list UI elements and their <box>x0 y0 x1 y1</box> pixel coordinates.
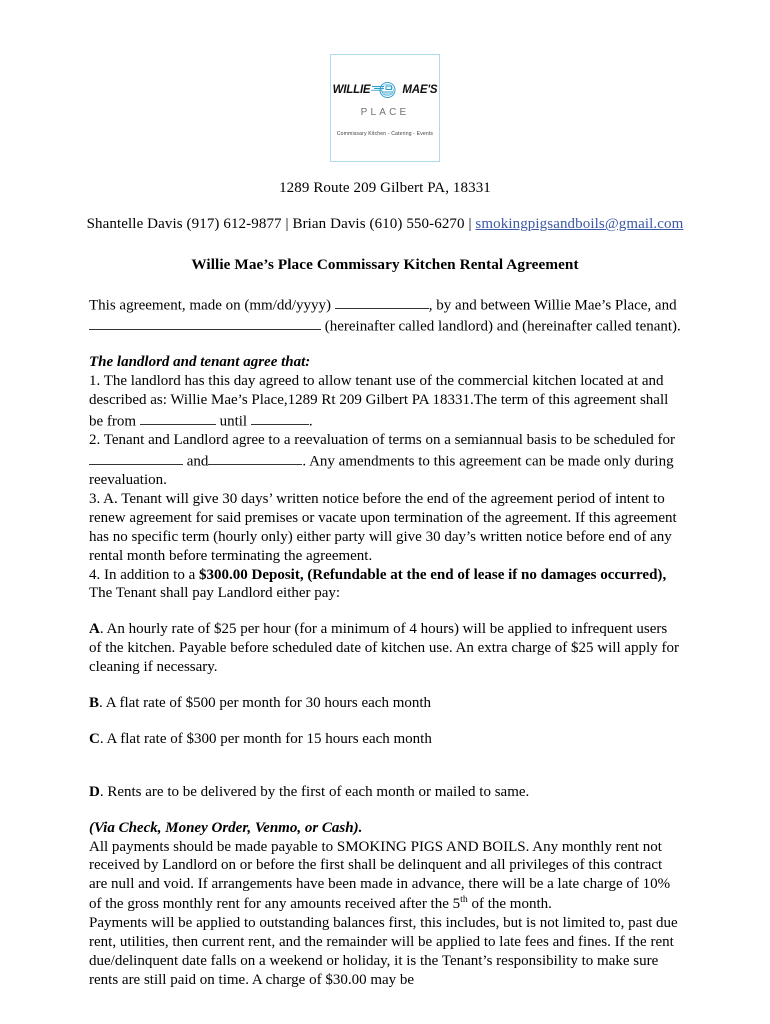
payment-methods-heading: (Via Check, Money Order, Venmo, or Cash). <box>89 819 363 836</box>
option-c-text: . A flat rate of $300 per month for 15 hours each month <box>99 730 432 747</box>
clause-1-text-a: 1. The landlord has this day agreed to allow tenant use of the commercial kitchen located at and described as: Willie Mae’s Place,1289 Rt 209 Gilbert PA 18331.The term of this agreement shall be from <box>89 373 669 430</box>
reeval-date-2-blank[interactable] <box>208 450 302 465</box>
clause-2-text-c: . Any amendments to this agreement can be made only during reevaluation. <box>89 453 674 489</box>
logo-tagline: Commissary Kitchen - Catering - Events <box>336 131 434 138</box>
company-logo <box>330 54 440 162</box>
date-blank[interactable] <box>335 294 429 309</box>
intro-paragraph <box>89 294 682 336</box>
payment-paragraph-2: Payments will be applied to outstanding balances first, this includes, but is not limited to, past due rent, utilities, then current rent, and the remainder will be applied to late fees and fines. If the rent due/delinquent date falls on a weekend or holiday, it is the Tenant’s responsibility to make sure rents are still paid on time. A charge of $30.00 may be <box>89 915 678 988</box>
clause-4-text-line2: The Tenant shall pay Landlord either pay: <box>89 585 341 602</box>
clause-1-text-c: . <box>308 413 313 430</box>
option-b-label: B <box>89 695 100 712</box>
option-a <box>89 620 682 677</box>
payment-paragraph-1 <box>89 838 682 915</box>
option-d-label: D <box>89 783 100 800</box>
option-c <box>89 730 682 749</box>
document-body <box>89 294 682 990</box>
clause-2 <box>89 431 682 490</box>
term-start-blank[interactable] <box>140 410 216 425</box>
intro-text-b: , by and between Willie Mae’s Place, and <box>428 297 677 314</box>
clause-3-text: 3. A. Tenant will give 30 days’ written notice before the end of the agreement period of intent to renew agreement for said premises or vacate upon termination of the agreement. If this agreement has no specific term (hourly only) either party will give 30 <box>89 491 677 545</box>
logo-container <box>0 0 770 162</box>
option-b-text: . A flat rate of $500 per month for 30 hours each month <box>99 695 432 712</box>
logo-word-willie: WILLIE <box>332 83 371 96</box>
clause-4 <box>89 566 682 604</box>
payment-text-b: of the month. <box>467 896 552 913</box>
clause-3-text-line2: day’s written notice before end of any rental month before terminating the agreement. <box>89 528 672 564</box>
option-c-label: C <box>89 730 100 747</box>
option-d-text: . Rents are to be delivered by the first of each month or mailed to same. <box>99 783 530 800</box>
payment-text-a: All payments should be made payable to SMOKING PIGS AND BOILS. Any monthly rent not received by Landlord on or before the first shall be delinquent and all privileges of this contract are null and void. If arrangements have been made in advance, there will be a late charge of 10% of the gross monthly rent for any amounts received after the 5 <box>89 838 671 913</box>
reeval-date-1-blank[interactable] <box>89 450 183 465</box>
option-a-text: . An hourly rate of $25 per hour (for a minimum of 4 hours) will be applied to infrequent users of the kitchen. Payable before scheduled date of kitchen use. An extra charge of $25 will apply for cleaning if necessary. <box>89 621 679 676</box>
clause-1 <box>89 372 682 431</box>
logo-wordmark <box>332 78 438 102</box>
contact-phones: Shantelle Davis (917) 612-9877 | Brian Davis (610) 550-6270 | <box>86 216 476 232</box>
clause-2-text-b: and <box>183 453 209 470</box>
contact-line <box>0 216 770 233</box>
option-d <box>89 783 682 802</box>
ordinal-suffix: th <box>460 894 468 906</box>
tenant-name-blank[interactable] <box>89 315 321 330</box>
agreement-heading: The landlord and tenant agree that: <box>89 354 311 371</box>
option-a-label: A <box>89 621 100 638</box>
business-address: 1289 Route 209 Gilbert PA, 18331 <box>279 180 491 196</box>
page-title: Willie Mae’s Place Commissary Kitchen Rental Agreement <box>191 256 579 273</box>
clause-1-text-b: until <box>215 413 251 430</box>
email-link[interactable]: smokingpigsandboils@gmail.com <box>475 216 684 232</box>
option-b <box>89 694 682 713</box>
logo-subtitle: PLACE <box>360 107 410 119</box>
clause-3 <box>89 490 682 566</box>
intro-text-a: This agreement, made on (mm/dd/yyyy) <box>89 297 335 314</box>
logo-word-maes: MAE'S <box>402 83 438 96</box>
clause-4-text-a: 4. In addition to a <box>89 566 199 583</box>
grill-emblem-icon <box>371 78 401 102</box>
clause-4-comma: , <box>662 566 667 583</box>
deposit-bold-text: $300.00 Deposit, (Refundable at the end of lease if no damages occurred) <box>198 566 663 583</box>
term-end-blank[interactable] <box>251 410 309 425</box>
clause-2-text-a: 2. Tenant and Landlord agree to a reevaluation of terms on a semiannual basis to be scheduled for <box>89 432 675 449</box>
intro-text-c: (hereinafter called landlord) and (hereinafter called tenant). <box>321 318 681 335</box>
